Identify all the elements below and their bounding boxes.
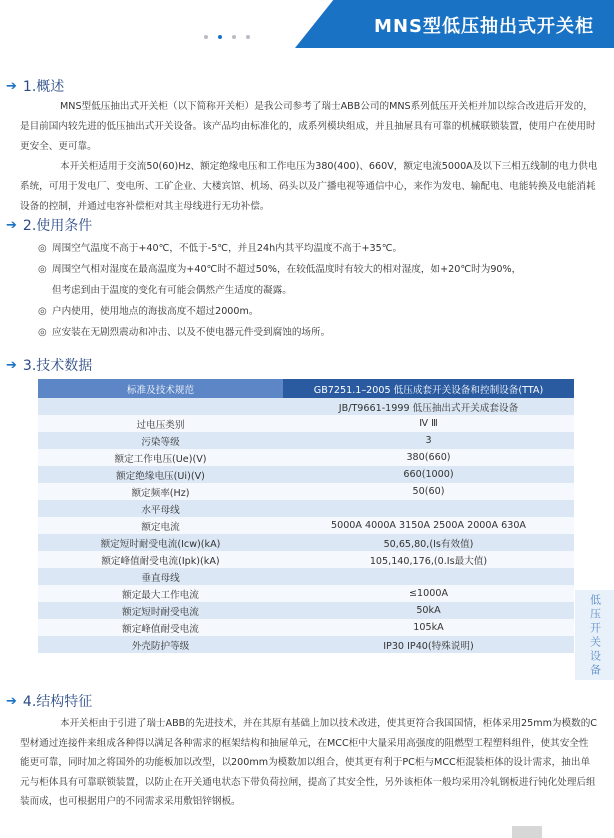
row-label: 额定短时耐受电流(Icw)(kA) xyxy=(38,534,283,551)
double-circle-icon: ◎ xyxy=(38,264,47,275)
side-tab xyxy=(575,590,614,680)
page-number-box xyxy=(512,826,542,838)
row-value: 50kA xyxy=(283,602,574,619)
list-item xyxy=(38,322,598,343)
table-row xyxy=(38,636,574,653)
list-item xyxy=(38,259,598,280)
table-row xyxy=(38,602,574,619)
table-row xyxy=(38,619,574,636)
row-label: 污染等级 xyxy=(38,432,283,449)
table-row xyxy=(38,449,574,466)
double-circle-icon: ◎ xyxy=(38,243,47,254)
row-label: 额定频率(Hz) xyxy=(38,483,283,500)
row-label: 外壳防护等级 xyxy=(38,636,283,653)
row-value: 50,65,80,(Is有效值) xyxy=(283,534,574,551)
row-value: 3 xyxy=(283,432,574,449)
list-item xyxy=(38,238,598,259)
page-dot-active xyxy=(218,35,222,39)
row-value xyxy=(283,500,574,517)
table-row xyxy=(38,398,574,415)
section-header-techdata xyxy=(6,355,92,375)
section-header-overview xyxy=(6,76,64,96)
section-title: 2.使用条件 xyxy=(22,218,93,234)
table-row xyxy=(38,500,574,517)
list-item-text: 周围空气相对湿度在最高温度为+40℃时不超过50%，在较低温度时有较大的相对湿度，如+20℃时为90%， xyxy=(52,264,522,275)
list-item-continuation: 但考虑到由于温度的变化有可能会偶然产生适度的凝露。 xyxy=(52,285,292,296)
double-circle-icon: ◎ xyxy=(38,306,47,317)
conditions-list xyxy=(38,238,598,343)
row-value: JB/T9661-1999 低压抽出式开关成套设备 xyxy=(283,398,574,415)
table-row xyxy=(38,585,574,602)
section-header-structure xyxy=(6,691,92,711)
row-label: 额定绝缘电压(Ui)(V) xyxy=(38,466,283,483)
table-row xyxy=(38,551,574,568)
list-item-text: 周围空气温度不高于+40℃，不低于-5℃，并且24h内其平均温度不高于+35℃。 xyxy=(52,243,403,254)
row-label: 额定短时耐受电流 xyxy=(38,602,283,619)
table-row xyxy=(38,466,574,483)
table-row xyxy=(38,568,574,585)
row-value: 105kA xyxy=(283,619,574,636)
list-item-text: 应安装在无剧烈震动和冲击、以及不使电器元件受到腐蚀的场所。 xyxy=(52,327,331,338)
row-label: 水平母线 xyxy=(38,500,283,517)
list-item xyxy=(38,301,598,322)
overview-text xyxy=(20,97,598,217)
table-header-cell: GB7251.1–2005 低压成套开关设备和控制设备(TTA) xyxy=(283,379,574,398)
row-label: 额定电流 xyxy=(38,517,283,534)
section-header-conditions xyxy=(6,215,92,235)
arrow-right-icon: ➔ xyxy=(6,693,17,709)
page-dot xyxy=(246,35,250,39)
table-body xyxy=(38,398,574,653)
section-title: 4.结构特征 xyxy=(22,694,93,710)
tech-data-table xyxy=(38,379,574,653)
row-label: 额定峰值耐受电流(Ipk)(kA) xyxy=(38,551,283,568)
section-title: 1.概述 xyxy=(22,79,65,95)
row-value xyxy=(283,568,574,585)
row-value: 105,140,176,(0.Is最大值) xyxy=(283,551,574,568)
structure-text xyxy=(20,714,598,812)
side-tab-label: 低压开关设备 xyxy=(588,594,602,678)
row-value: 50(60) xyxy=(283,483,574,500)
row-value: ≤1000A xyxy=(283,585,574,602)
paragraph: 本开关柜由于引进了瑞士ABB的先进技术，并在其原有基础上加以技术改进，使其更符合我国国情，柜体采用25mm为模数的C型材通过连接件来组成各种得以满足各种需求的框架结构和抽屉单元，在MCC柜中大量采用高强度的阻燃型工程塑料组件，使其安全性能更可靠，同时加之将国外的功能板加以改型，以200mm为模数加以组合，使其更有利于PC柜与MCC柜混装柜体的设计需求，抽出单元与柜体具有可靠联锁装置，以防止在开关通电状态下带负荷拉闸，提高了其安全性，另外该柜体一般均采用冷轧钢板进行钝化处理后组装而成，也可根据用户的不同需求采用敷铝锌钢板。 xyxy=(20,718,598,807)
table-row xyxy=(38,415,574,432)
table-row xyxy=(38,517,574,534)
row-label: 垂直母线 xyxy=(38,568,283,585)
page-dot xyxy=(204,35,208,39)
row-label: 额定峰值耐受电流 xyxy=(38,619,283,636)
table-row xyxy=(38,432,574,449)
table-row xyxy=(38,483,574,500)
row-value: IP30 IP40(特殊说明) xyxy=(283,636,574,653)
list-item-text: 户内使用，使用地点的海拔高度不超过2000m。 xyxy=(52,306,259,317)
arrow-right-icon: ➔ xyxy=(6,357,17,373)
page-dot xyxy=(232,35,236,39)
paragraph: MNS型低压抽出式开关柜（以下简称开关柜）是我公司参考了瑞士ABB公司的MNS系列低压开关柜并加以综合改进后开发的，是目前国内较先进的低压抽出式开关设备。该产品均由标准化的，成系列模块组成，并且抽屉具有可靠的机械联锁装置，使用户在使用时更安全、更可靠。 xyxy=(20,101,596,152)
row-label: 额定最大工作电流 xyxy=(38,585,283,602)
row-label: 过电压类别 xyxy=(38,415,283,432)
table-row xyxy=(38,534,574,551)
row-value: 380(660) xyxy=(283,449,574,466)
page-title: MNS型低压抽出式开关柜 xyxy=(374,16,594,37)
section-title: 3.技术数据 xyxy=(22,358,93,374)
table-header-cell: 标准及技术规范 xyxy=(38,379,283,398)
arrow-right-icon: ➔ xyxy=(6,217,17,233)
page-indicator xyxy=(204,35,250,39)
arrow-right-icon: ➔ xyxy=(6,78,17,94)
table-header-row xyxy=(38,379,574,398)
row-value: 660(1000) xyxy=(283,466,574,483)
paragraph: 本开关柜适用于交流50(60)Hz、额定绝缘电压和工作电压为380(400)、660V，额定电流5000A及以下三相五线制的电力供电系统，可用于发电厂、变电所、工矿企业、大楼宾馆、机场、码头以及广播电视等通信中心，来作为发电、输配电、电能转换及电能消耗设备的控制，并通过电容补偿柜对其主母线进行无功补偿。 xyxy=(20,161,598,212)
double-circle-icon: ◎ xyxy=(38,327,47,338)
row-label xyxy=(38,398,283,415)
row-label: 额定工作电压(Ue)(V) xyxy=(38,449,283,466)
row-value: Ⅳ Ⅲ xyxy=(283,415,574,432)
row-value: 5000A 4000A 3150A 2500A 2000A 630A xyxy=(283,517,574,534)
